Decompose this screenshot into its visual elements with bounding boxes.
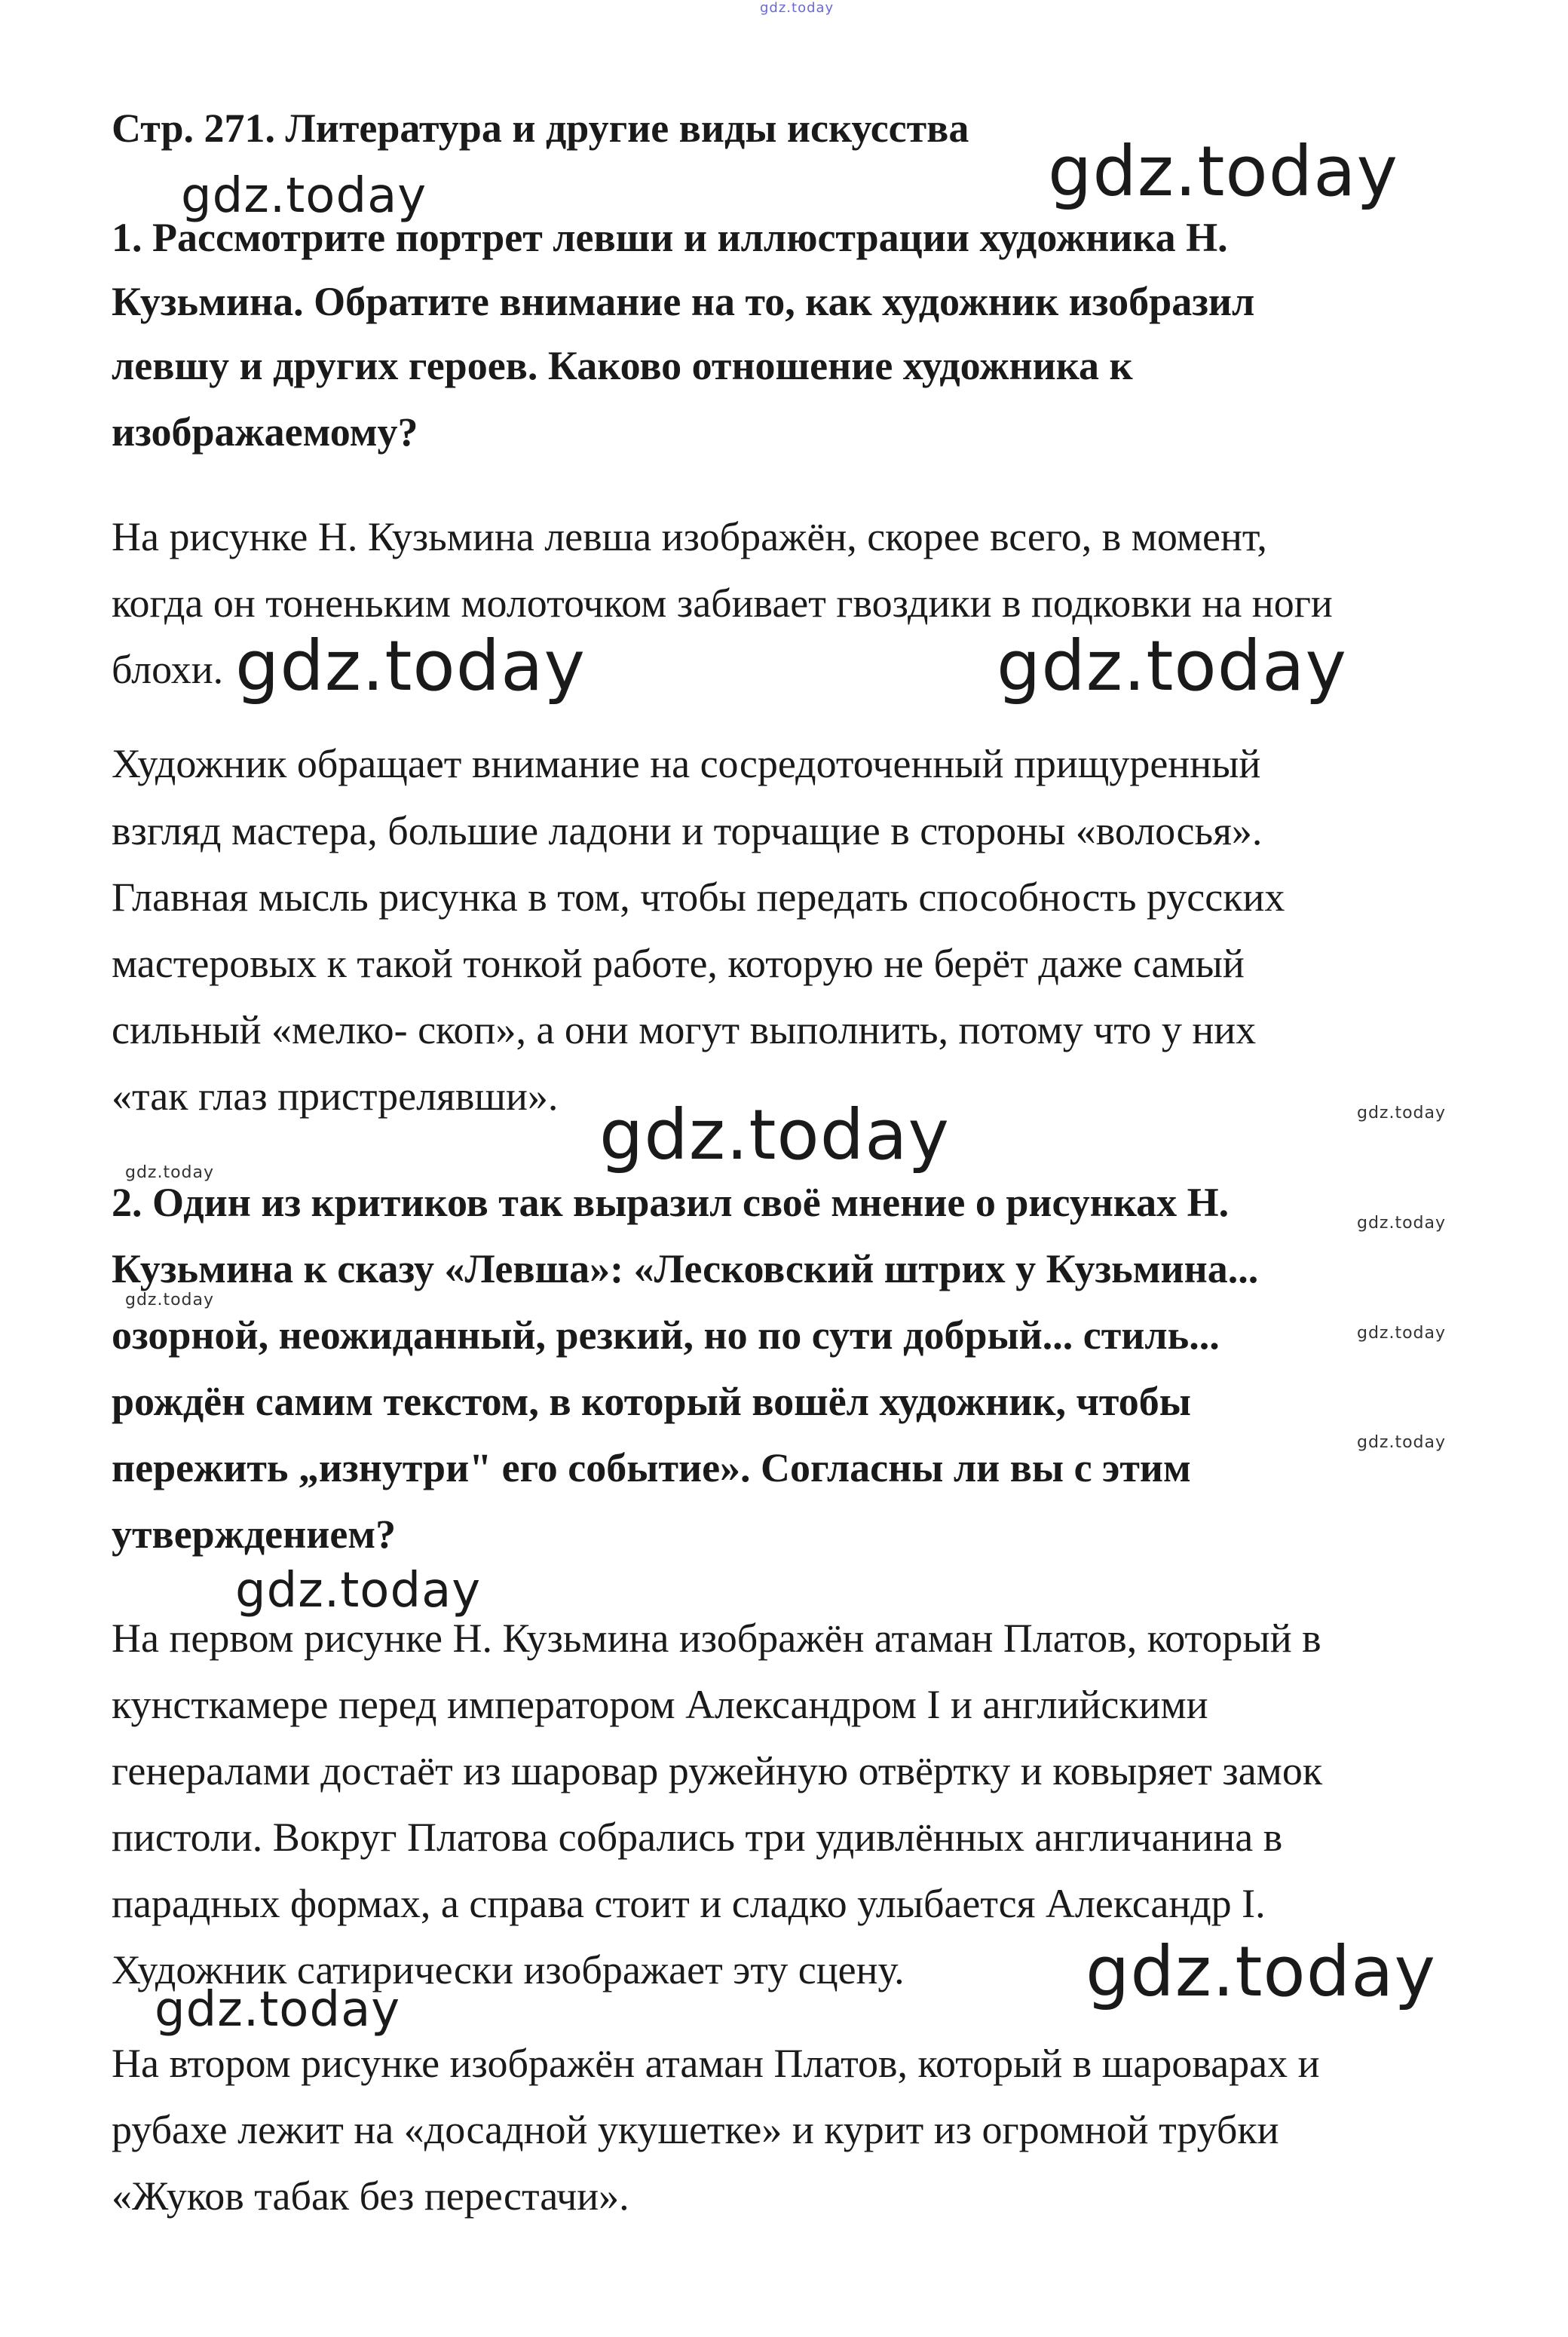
q1-line-3: левшу и других героев. Каково отношение художника к <box>112 343 1133 388</box>
watermark-small-5: gdz.today <box>1357 1324 1447 1343</box>
q1-line-2: Кузьмина. Обратите внимание на то, как художник изобразил <box>112 279 1255 324</box>
a2p1-line-4: пистоли. Вокруг Платова собрались три удивлённых англичанина в <box>112 1815 1283 1860</box>
q2-line-6: утверждением? <box>112 1512 397 1557</box>
watermark-small-3: gdz.today <box>1357 1214 1447 1233</box>
a1p1-line-2: когда он тоненьким молоточком забивает гвоздики в подковки на ноги <box>112 580 1333 626</box>
watermark-small-2: gdz.today <box>125 1163 215 1182</box>
a1p2-line-6: «так глаз пристрелявши». <box>112 1074 559 1119</box>
page-heading: Стр. 271. Литература и другие виды искусства <box>112 106 969 151</box>
watermark-1: gdz.today <box>1048 131 1398 212</box>
a2p1-line-6: Художник сатирически изображает эту сцену. <box>112 1947 905 1992</box>
a2p1-line-1: На первом рисунке Н. Кузьмина изображён атаман Платов, который в <box>112 1616 1321 1661</box>
a1p2-line-4: мастеровых к такой тонкой работе, которую не берёт даже самый <box>112 941 1245 986</box>
a1p2-line-1: Художник обращает внимание на сосредоточенный прищуренный <box>112 741 1261 786</box>
watermark-8: gdz.today <box>155 1982 401 2038</box>
a2p2-line-3: «Жуков табак без перестачи». <box>112 2173 629 2219</box>
watermark-5: gdz.today <box>599 1095 950 1175</box>
watermark-small-1: gdz.today <box>1357 1104 1447 1123</box>
watermark-3: gdz.today <box>235 626 586 706</box>
q2-line-3: озорной, неожиданный, резкий, но по сути добрый... стиль... <box>112 1312 1220 1358</box>
watermark-small-6: gdz.today <box>1357 1433 1447 1452</box>
q2-line-1: 2. Один из критиков так выразил своё мнение о рисунках Н. <box>112 1180 1230 1225</box>
a1p2-line-3: Главная мысль рисунка в том, чтобы передать способность русских <box>112 874 1285 920</box>
watermark-top: gdz.today <box>760 0 835 16</box>
q1-line-1: 1. Рассмотрите портрет левши и иллюстрации художника Н. <box>112 215 1228 260</box>
watermark-7: gdz.today <box>1086 1931 1436 2012</box>
q2-line-4: рождён самим текстом, в который вошёл художник, чтобы <box>112 1379 1191 1424</box>
q2-line-2: Кузьмина к сказу «Левша»: «Лесковский штрих у Кузьмина... <box>112 1246 1259 1291</box>
a1p1-line-1: На рисунке Н. Кузьмина левша изображён, скорее всего, в момент, <box>112 514 1267 559</box>
q2-line-5: пережить „изнутри" его событие». Согласны ли вы с этим <box>112 1445 1191 1490</box>
a2p1-line-3: генералами достаёт из шаровар ружейную отвёртку и ковыряет замок <box>112 1748 1323 1793</box>
a2p2-line-2: рубахе лежит на «досадной укушетке» и курит из огромной трубки <box>112 2107 1279 2152</box>
a2p1-line-5: парадных формах, а справа стоит и сладко улыбается Александр I. <box>112 1881 1266 1926</box>
watermark-4: gdz.today <box>997 626 1347 706</box>
a1p1-line-3: блохи. <box>112 647 224 692</box>
a2p2-line-1: На втором рисунке изображён атаман Платов, который в шароварах и <box>112 2041 1320 2086</box>
a1p2-line-2: взгляд мастера, большие ладони и торчащие в стороны «волосья». <box>112 808 1263 853</box>
watermark-2: gdz.today <box>181 168 427 224</box>
q1-line-4: изображаемому? <box>112 409 418 455</box>
a1p2-line-5: сильный «мелко- скоп», а они могут выполнить, потому что у них <box>112 1007 1257 1052</box>
watermark-6: gdz.today <box>235 1563 482 1619</box>
watermark-small-4: gdz.today <box>125 1291 215 1309</box>
a2p1-line-2: кунсткамере перед императором Александром I и английскими <box>112 1682 1208 1727</box>
